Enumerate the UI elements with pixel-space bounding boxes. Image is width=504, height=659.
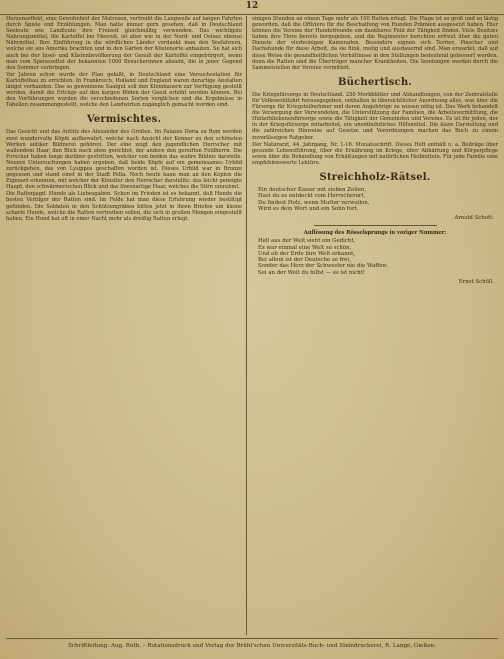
book-review: Die Kriegsfürsorge in Deutschland. 250 Merkblätter und Abhandlungen, von der Zentralstelle für Volkswohlfahrt herausgegeben, enthalten in übersichtlicher Anordnung alles, was über die Fürsorge für Kriegsteilnehmer und deren Angehörige zu wissen nötig ist. Das Werk behandelt die Versorgung der Verwundeten, die Unterstützung der Familien, die Arbeitsvermittlung, die Hinterbliebenenfürsorge sowie die Tätigkeit der Gemeinden und Vereine. Es ist für jeden, der in der Kriegsfürsorge mitarbeitet, ein unentbehrliches Hilfsmittel. Die klare Darstellung und die zahlreichen Hinweise auf Gesetze und Verordnungen machen das Buch zu einem zuverlässigen Ratgeber.	[252, 91, 498, 141]
poem-line: Ein deutscher Kaiser mit sieben Zeilen,	[258, 186, 367, 193]
poem-line: Sonder das Herz der Schwester nie die Waffen:	[258, 263, 388, 270]
left-column	[6, 16, 242, 635]
solution-signature: Ernst Schöll.	[458, 279, 494, 286]
article-paragraph: Herzenseffekt, eine Gewohnheit der Matrosen, vertreibt die Langweile auf langen Fahrten durch Spiele und Erzählungen. Man hatte immer gern gesehen, daß in Deutschland Seeleute wie Landleute ihre Freizeit gleichmäßig verwenden. Das wichtigste Nahrungsmittel, die Kartoffel bei Meereß, ist aber wie in der Nord- und Ostsee ebenso Nährmittel. Ihre Einführung in die nördlichen Länder verdankt man den Seefahrern, welche sie aus Amerika brachten und in den Gärten der Küstenorte anbauten. So hat sich auch bei der Insel- und Küstenbevölkerung der Genuß der Kartoffel eingebürgert, wenn man vom Speisezettel der bekannten 1000 Besucherinnen absieht, die in jener Gegend den Sommer verbringen.	[6, 16, 242, 71]
page-number: 12	[245, 1, 259, 11]
right-column	[252, 16, 498, 635]
poem-line: Es war einmal eine Welt so schön,	[258, 244, 352, 251]
section-title-buechertisch: Büchertisch.	[337, 76, 412, 88]
poem-line: Du findest Holz, wenn Mutter verweilen,	[258, 199, 370, 206]
article-paragraph: Das Gesicht und das Antlitz des Alexander des Großen. Im Palazzo Doria zu Rom werden zwei wundervolle Köpfe aufbewahrt, welche nach Ansicht der Kenner zu den schönsten Werken antiker Bildnerei gehören. Der eine zeigt den jugendlichen Herrscher mit wallendem Haar, den Blick nach oben gerichtet, der andere den gereiften Feldherrn. Die Forscher haben lange darüber gestritten, welcher von beiden das wahre Bildnis darstelle. Neuere Untersuchungen haben ergeben, daß beide Köpfe auf ein gemeinsames Urbild zurückgehen, das von Lysippos geschaffen worden ist. Dieses Urbild war in Bronze gegossen und stand einst in der Stadt Pella. Noch heute kann man an den Kopien die Eigenart erkennen, mit welcher der Künstler den Herrscher darstellte: das leicht geneigte Haupt, den schwärmerischen Blick und das löwenartige Haar, welches die Stirn umrahmt.	[6, 129, 242, 191]
riddle-title: Streichholz-Rätsel.	[319, 171, 431, 183]
article-paragraph: Vor Jahren schon wurde der Plan gefaßt, in Deutschland eine Versuchsstation für Kartoffelbau zu errichten. In Frankreich, Holland und England waren derartige Anstalten längst vorhanden. Das so gewonnene Saatgut soll den Kleinbauern zur Verfügung gestellt werden, damit die Erträge auf den kargen Böden der Geest erhöht werden können. Bei den Vorführungen wurden die verschiedenen Sorten verglichen und die Ergebnisse in Tabellen zusammengestellt, welche den Landwirten zugänglich gemacht worden sind.	[6, 71, 242, 109]
divider	[314, 225, 437, 226]
poem-signature: Arnold Schott.	[454, 215, 494, 222]
poem-line: Hast du es entdeckt vom Herrscherort,	[258, 193, 366, 200]
article-paragraph: einigen Stunden an einem Tage mehr als 100 Ratten erlegt. Die Plage ist so groß und so lästig geworden, daß die Offiziere für die Beschaffung von Hunden Prämien ausgesetzt haben. Hier können die Vereine der Hundefreunde ein dankbares Feld der Tätigkeit finden. Viele Besitzer haben ihre Tiere bereits hergegeben, und die Regimenter berichten erfreut über die guten Dienste der vierbeinigen Kameraden. Besonders eignen sich Terrier, Pinscher und Dachshunde für diese Arbeit, da sie flink, mutig und ausdauernd sind. Man erwartet, daß auf diese Weise die gesundheitlichen Verhältnisse in den Stellungen bedeutend gebessert werden, denn die Ratten sind die Überträger mancher Krankheiten. Die Sendungen werden durch die Sammelstellen der Vereine vermittelt.	[252, 16, 498, 71]
poem-line: Wird es dein Wort und ein Sohn fort.	[258, 205, 359, 212]
book-review: Der Naturarzt, 44. Jahrgang, Nr. 1-16. Monatsschrift. Dieses Heft enthält u. a. Beiträge über gesunde Lebensführung, über die Ernährung im Kriege, über Abhärtung und Körperpflege sowie über die Behandlung von Erkältungen mit natürlichen Heilmitteln. Für jede Familie eine empfehlenswerte Lektüre.	[252, 141, 498, 166]
columns	[6, 16, 498, 635]
poem-line: Und ob der Erde ihre Welt erkannt,	[258, 250, 356, 257]
poem-line: Hell aus der Welt sieht ein Gedicht,	[258, 238, 356, 245]
poem-line: Sei an der Welt du hilfst — es ist nicht!	[258, 269, 365, 276]
solution-poem	[258, 238, 498, 276]
page-header	[0, 0, 504, 15]
solution-title: Auflösung des Rösselsprungs in voriger Nummer:	[303, 230, 447, 237]
article-paragraph: Die Rattenjagd. Hunde als Liebesgaben. Schon im Frieden ist es bekannt, daß Hunde die besten Vertilger der Ratten sind. Im Felde hat man diese Erfahrung wieder bestätigt gefunden. Die Soldaten in den Schützengräben bitten jetzt in ihren Briefen um kleine scharfe Hunde, welche die Ratten vertreiben sollen, die sich in großen Mengen eingestellt haben. Ein Hund hat oft in einer Nacht mehr als dreißig Ratten erlegt.	[6, 191, 242, 222]
imprint-footer: Schriftleitung: Aug. Roth. – Rotationsdruck und Verlag der Brühl'schen Universitäts-Buch- und Steindruckerei, R. Lange, Gießen.	[6, 638, 498, 653]
riddle-poem	[258, 187, 498, 212]
column-divider	[246, 16, 247, 635]
poem-line: Bei allem ist der Deutsche so frei,	[258, 257, 351, 264]
section-title-vermischtes: Vermischtes.	[86, 114, 162, 126]
